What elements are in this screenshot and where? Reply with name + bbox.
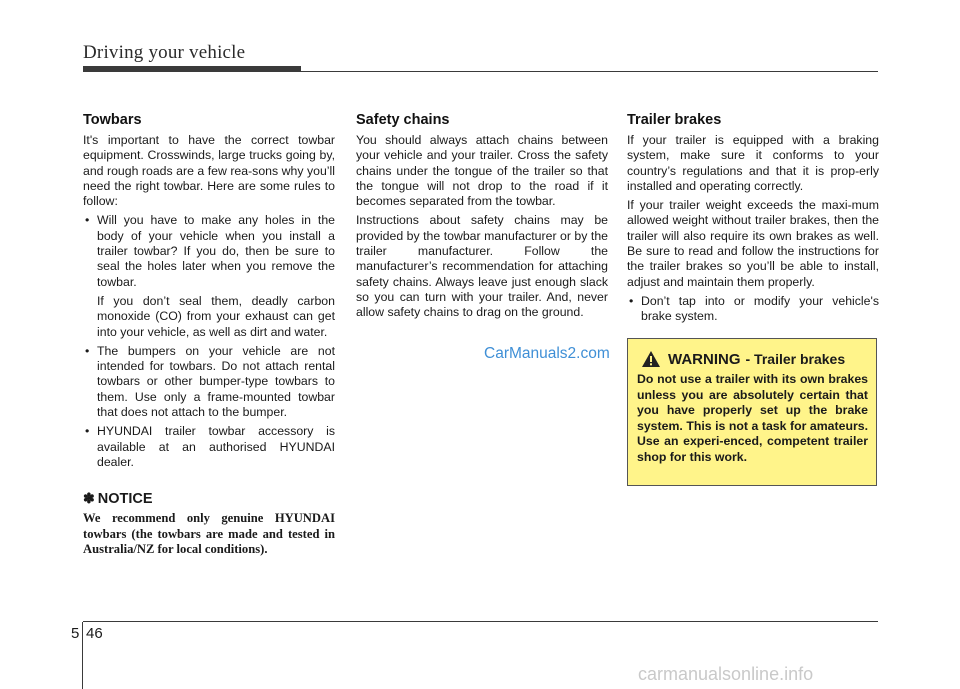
towbars-column <box>83 112 335 557</box>
warning-triangle-icon <box>641 350 661 368</box>
bullet-dot: • <box>85 343 90 358</box>
trailer-brakes-bullet <box>627 294 879 325</box>
safety-chains-heading: Safety chains <box>356 112 450 128</box>
warning-subtitle: - Trailer brakes <box>745 351 846 367</box>
towbars-bullet-2 <box>83 344 335 420</box>
towbars-bullet-1-continuation: If you don’t seal them, deadly carbon monoxide (CO) from your exhaust can get into your vehicle, as well as dirt and water. <box>97 293 335 339</box>
notice-star-icon: ✽ <box>83 490 95 507</box>
safety-chains-column <box>356 112 608 325</box>
warning-text: Do not use a trailer with its own brakes unless you are absolutely certain that you have properly set up the brake system. This is not a task for amateurs. Use an experi-enced, competent trailer shop for this work. <box>637 372 868 464</box>
safety-chains-p1: You should always attach chains between your vehicle and your trailer. Cross the safety chains under the tongue of the trailer so that the tongue will not drop to the road if it becomes separated from the towbar. <box>356 133 608 209</box>
towbars-heading: Towbars <box>83 112 142 128</box>
towbars-bullet-2-text: The bumpers on your vehicle are not intended for towbars. Do not attach rental towbars or other bumper-type towbars to them. Use only a frame-mounted towbar that does not attach to the bumper. <box>97 343 335 420</box>
trailer-brakes-p1: If your trailer is equipped with a braking system, make sure it conforms to your country’s regulations and that it is prop-erly installed and operating correctly. <box>627 133 879 193</box>
notice-text: We recommend only genuine HYUNDAI towbars (the towbars are made and tested in Australia/NZ for local conditions). <box>83 511 335 556</box>
notice-title-text: NOTICE <box>97 490 153 507</box>
footer-rule <box>83 621 878 622</box>
notice-title <box>83 490 335 507</box>
page-header-title: Driving your vehicle <box>83 42 246 63</box>
towbars-bullet-3 <box>83 424 335 470</box>
bullet-dot: • <box>85 424 90 439</box>
safety-chains-p2: Instructions about safety chains may be provided by the towbar manufacturer or by the trailer manufacturer. Follow the manufacturer’s recommendation for attaching safety chains. Always leave just enough slack so you can turn with your trailer. And, never allow safety chains to drag on the ground. <box>356 213 608 320</box>
bullet-dot: • <box>629 293 634 308</box>
footer-divider <box>82 622 83 689</box>
towbars-bullet-1 <box>83 213 335 289</box>
trailer-brakes-bullet-text: Don’t tap into or modify your vehicle's brake system. <box>641 293 879 324</box>
towbars-intro: It's important to have the correct towbar equipment. Crosswinds, large trucks going by, and rough roads are a few rea-sons why you’ll need the right towbar. Here are some rules to follow: <box>83 133 335 209</box>
bullet-dot: • <box>85 213 90 228</box>
watermark-logo: CarManuals2.com <box>484 345 610 362</box>
footer-watermark: carmanualsonline.info <box>638 664 814 684</box>
page-number: 46 <box>86 625 103 642</box>
towbars-bullet-1-text: Will you have to make any holes in the body of your vehicle when you install a trailer towbar? If you do, then be sure to seal the holes later when you remove the towbar. <box>97 213 335 289</box>
warning-header <box>637 350 868 368</box>
trailer-brakes-heading: Trailer brakes <box>627 112 722 128</box>
towbars-bullet-3-text: HYUNDAI trailer towbar accessory is available at an authorised HYUNDAI dealer. <box>97 424 335 469</box>
header-rule-thin <box>83 71 878 72</box>
trailer-brakes-p2: If your trailer weight exceeds the maxi-mum allowed weight without trailer brakes, then the trailer will also require its own brakes as well. Be sure to read and follow the instructions for the trailer brakes so you’ll be able to install, adjust and maintain them properly. <box>627 198 879 289</box>
section-number: 5 <box>71 625 80 642</box>
warning-label: WARNING <box>668 350 741 368</box>
warning-box <box>627 338 877 486</box>
trailer-brakes-column <box>627 112 879 329</box>
